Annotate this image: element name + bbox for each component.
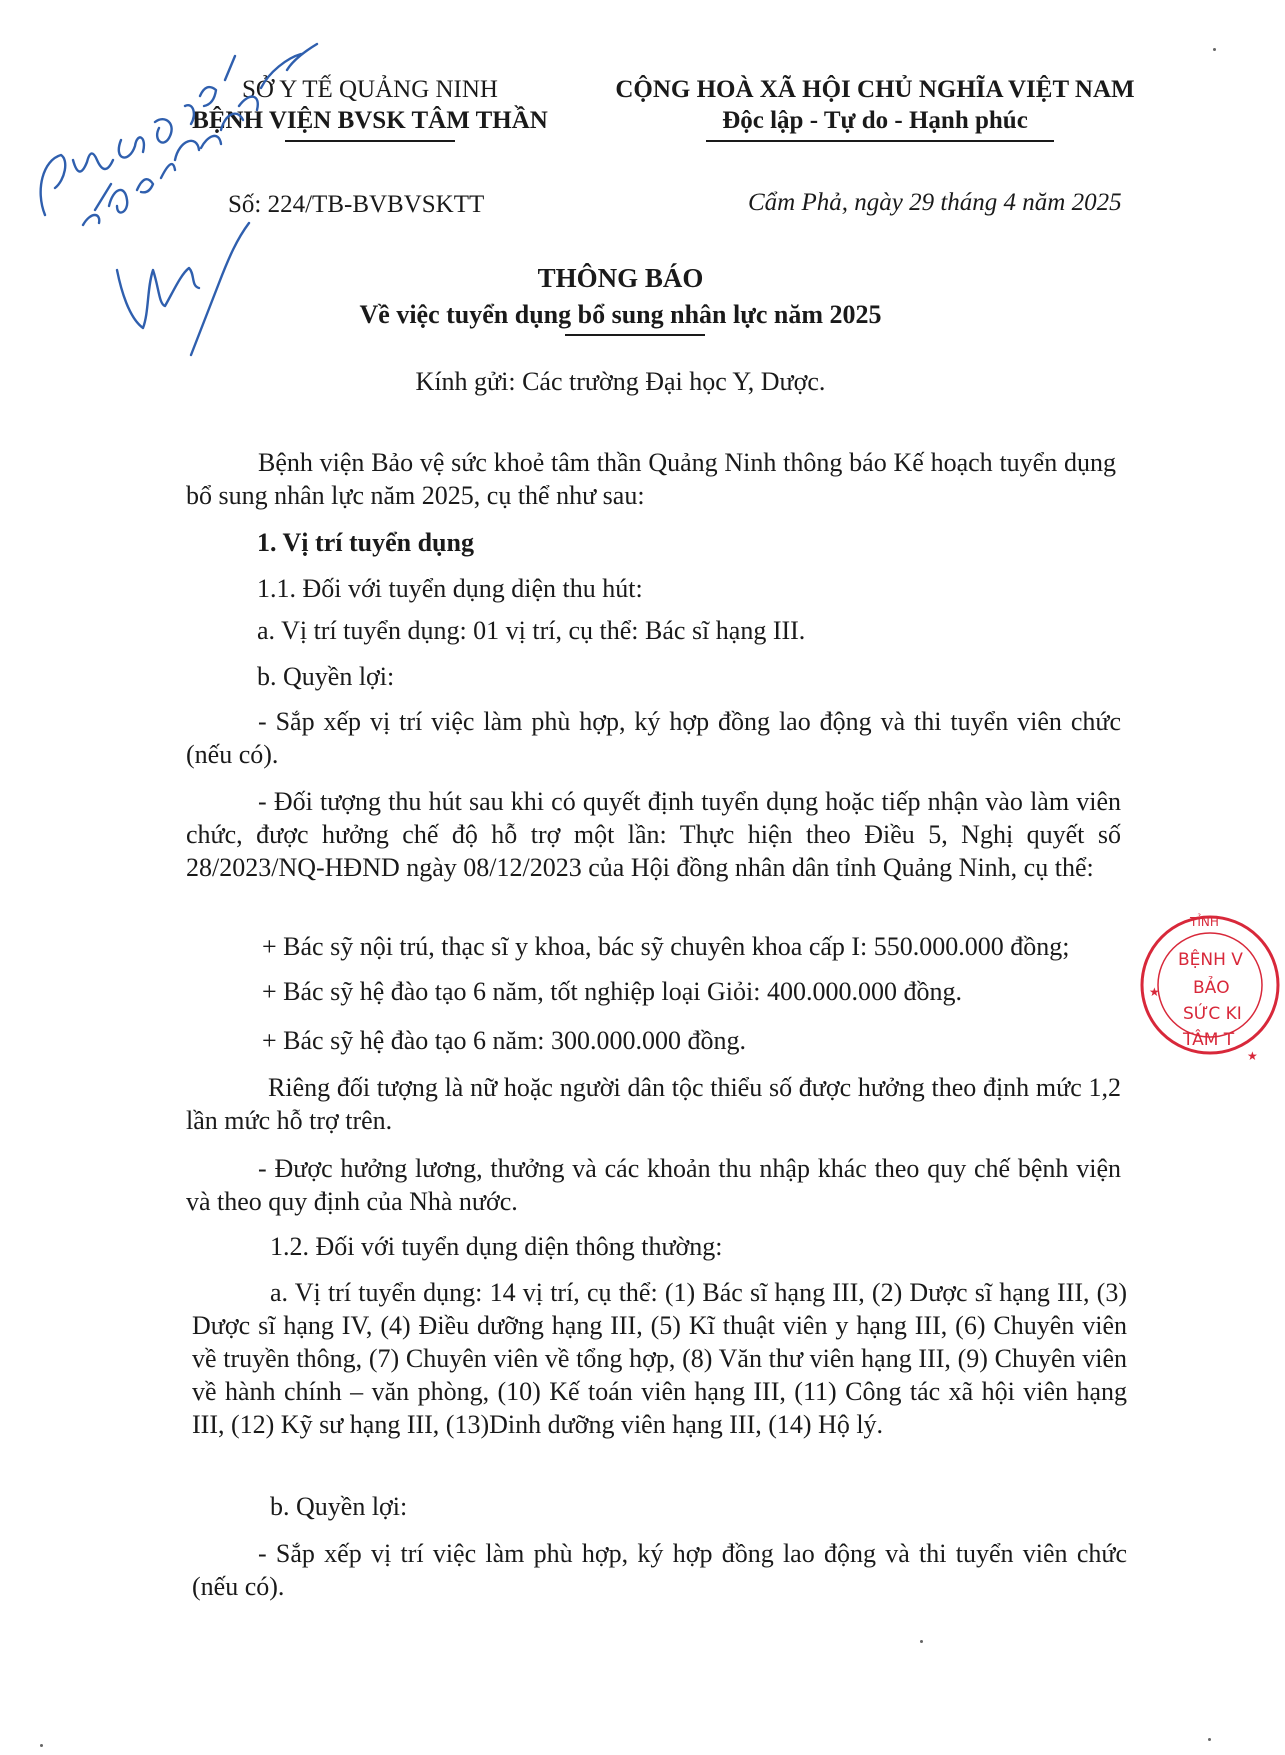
scan-speck (920, 1640, 923, 1643)
motto: Độc lập - Tự do - Hạnh phúc (722, 107, 1028, 134)
seal-line-3: SỨC KI (1183, 1004, 1242, 1024)
svg-text:★: ★ (1149, 985, 1160, 999)
seal-line-1: BỆNH V (1178, 950, 1243, 970)
document-number: Số: 224/TB-BVBVSKTT (228, 191, 485, 218)
country-name: CỘNG HOÀ XÃ HỘI CHỦ NGHĨA VIỆT NAM (615, 76, 1135, 103)
scan-speck (1213, 48, 1216, 51)
section-1-2-heading: 1.2. Đối với tuyển dụng diện thông thường: (270, 1232, 723, 1261)
intro-paragraph: Bệnh viện Bảo vệ sức khoẻ tâm thần Quảng Ninh thông báo Kế hoạch tuyển dụng bổ sung nhân lực năm 2025, cụ thể như sau: (186, 448, 1116, 510)
scan-speck (1208, 1738, 1211, 1741)
agency-name: SỞ Y TẾ QUẢNG NINH (241, 76, 498, 103)
signature-ink (41, 44, 317, 355)
section-1-1-b: b. Quyền lợi: (257, 662, 395, 691)
benefit-paragraph-1: - Sắp xếp vị trí việc làm phù hợp, ký hợp đồng lao động và thi tuyển viên chức (nếu có). (186, 707, 1121, 769)
notice-title: THÔNG BÁO (537, 263, 704, 293)
notice-subtitle: Về việc tuyển dụng bổ sung nhân lực năm 2025 (359, 300, 882, 329)
subtitle-underline (565, 334, 705, 336)
special-note-paragraph: Riêng đối tượng là nữ hoặc người dân tộc thiểu số được hưởng theo định mức 1,2 lần mức hỗ trợ trên. (186, 1073, 1121, 1135)
recipient-line: Kính gửi: Các trường Đại học Y, Dược. (415, 367, 826, 396)
support-item-2: + Bác sỹ hệ đào tạo 6 năm, tốt nghiệp loại Giỏi: 400.000.000 đồng. (262, 977, 962, 1006)
seal-line-4: TÂM T (1183, 1030, 1235, 1050)
benefit-paragraph-3: - Được hưởng lương, thưởng và các khoản thu nhập khác theo quy chế bệnh viện và theo quy định của Nhà nước. (186, 1154, 1121, 1216)
seal-top-text: TỈNH (1190, 915, 1219, 929)
place-date: Cẩm Phả, ngày 29 tháng 4 năm 2025 (748, 189, 1122, 216)
support-item-1: + Bác sỹ nội trú, thạc sĩ y khoa, bác sỹ chuyên khoa cấp I: 550.000.000 đồng; (262, 932, 1070, 961)
motto-underline (706, 140, 1054, 142)
seal-line-2: BẢO (1193, 978, 1230, 998)
support-item-3: + Bác sỹ hệ đào tạo 6 năm: 300.000.000 đồng. (262, 1026, 747, 1055)
svg-text:★: ★ (1247, 1049, 1258, 1063)
handwritten-annotation-signature (25, 10, 355, 370)
section-1-heading: 1. Vị trí tuyển dụng (257, 528, 474, 557)
section-1-1-a: a. Vị trí tuyển dụng: 01 vị trí, cụ thể: Bác sĩ hạng III. (257, 616, 806, 645)
scan-speck (40, 1744, 43, 1747)
benefit-paragraph-2: - Đối tượng thu hút sau khi có quyết định tuyển dụng hoặc tiếp nhận vào làm viên chức, được hưởng chế độ hỗ trợ một lần: Thực hiện theo Điều 5, Nghị quyết số 28/2023/NQ-HĐND ngày 08/12/2023 của Hội đồng nhân dân tỉnh Quảng Ninh, cụ thể: (186, 787, 1121, 882)
section-1-2-a: a. Vị trí tuyển dụng: 14 vị trí, cụ thể: (1) Bác sĩ hạng III, (2) Dược sĩ hạng III, (3) Dược sĩ hạng IV, (4) Điều dưỡng hạng III, (5) Kĩ thuật viên y hạng III, (6) Chuyên viên về truyền thông, (7) Chuyên viên về tổng hợp, (8) Văn thư viên hạng III, (9) Chuyên viên về hành chính – văn phòng, (10) Kế toán viên hạng III, (11) Công tác xã hội viên hạng III, (12) Kỹ sư hạng III, (13)Dinh dưỡng viên hạng III, (14) Hộ lý. (192, 1278, 1127, 1439)
hospital-name: BỆNH VIỆN BVSK TÂM THẦN (192, 107, 548, 134)
benefit-paragraph-4: - Sắp xếp vị trí việc làm phù hợp, ký hợp đồng lao động và thi tuyển viên chức (nếu có). (192, 1539, 1127, 1601)
section-1-2-b: b. Quyền lợi: (270, 1492, 408, 1521)
section-1-1-heading: 1.1. Đối với tuyển dụng diện thu hút: (257, 574, 643, 603)
